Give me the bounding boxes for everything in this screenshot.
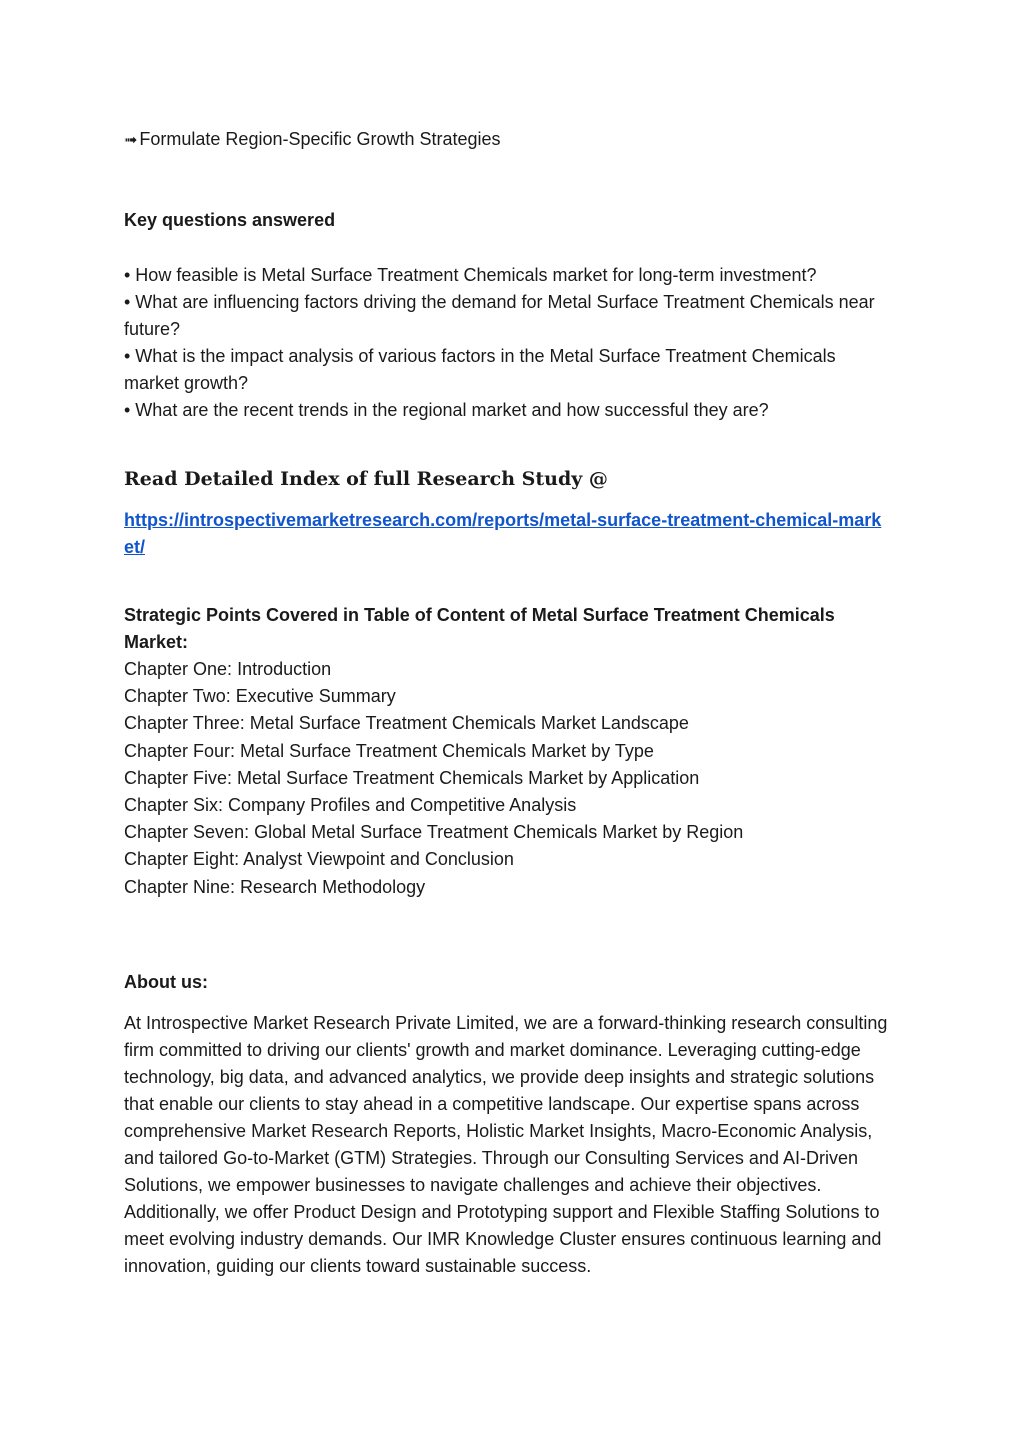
- chapter-item: Chapter One: Introduction: [124, 659, 332, 679]
- chapter-item: Chapter Nine: Research Methodology: [124, 876, 426, 897]
- about-body: At Introspective Market Research Private Limited, we are a forward-thinking research consulting firm committed to driving our clients' growth and market dominance. Leveraging cutting-edge technology, big data, and advanced analytics, we provide deep insights and strategic solutions that enable our clients to stay ahead in a competitive landscape. Our expertise spans across comprehensive Market Research Reports, Holistic Market Insights, Macro-Economic Analysis, and tailored Go-to-Market (GTM) Strategies. Through our Consulting Services and AI-Driven Solutions, we empower businesses to navigate challenges and achieve their objectives. Additionally, we offer Product Design and Prototyping support and Flexible Staffing Solutions to meet evolving industry demands. Our IMR Knowledge Cluster ensures continuous learning and innovation, guiding our clients toward sustainable success.: [124, 1013, 888, 1276]
- strategy-line: [124, 126, 894, 154]
- chapter-item: Chapter Three: Metal Surface Treatment Chemicals Market Landscape: [124, 713, 689, 734]
- key-questions-list: [124, 262, 894, 424]
- question-item: • What are the recent trends in the regional market and how successful they are?: [124, 400, 769, 420]
- strategic-points-heading: Strategic Points Covered in Table of Content of Metal Surface Treatment Chemicals Market:: [124, 605, 835, 652]
- chapter-item: Chapter Six: Company Profiles and Competitive Analysis: [124, 795, 577, 816]
- question-item: • How feasible is Metal Surface Treatment Chemicals market for long-term investment?: [124, 265, 817, 285]
- read-index-heading: Read Detailed Index of full Research Study @: [124, 468, 608, 490]
- question-item: • What are influencing factors driving the demand for Metal Surface Treatment Chemicals near future?: [124, 292, 875, 339]
- chapter-item: Chapter Eight: Analyst Viewpoint and Conclusion: [124, 849, 514, 870]
- about-heading: About us:: [124, 972, 208, 992]
- chapter-list: [124, 656, 743, 901]
- chapter-item: Chapter Five: Metal Surface Treatment Chemicals Market by Application: [124, 767, 700, 788]
- report-link[interactable]: https://introspectivemarketresearch.com/reports/metal-surface-treatment-chemical-market/: [124, 510, 882, 557]
- chapter-item: Chapter Two: Executive Summary: [124, 686, 396, 707]
- chapter-item: Chapter Four: Metal Surface Treatment Chemicals Market by Type: [124, 740, 654, 761]
- arrow-right-icon: ➟: [124, 132, 138, 149]
- question-item: • What is the impact analysis of various factors in the Metal Surface Treatment Chemicals market growth?: [124, 346, 836, 393]
- strategy-line-text: Formulate Region-Specific Growth Strategies: [139, 129, 501, 149]
- key-questions-heading: Key questions answered: [124, 210, 336, 230]
- chapter-item: Chapter Seven: Global Metal Surface Treatment Chemicals Market by Region: [124, 822, 744, 843]
